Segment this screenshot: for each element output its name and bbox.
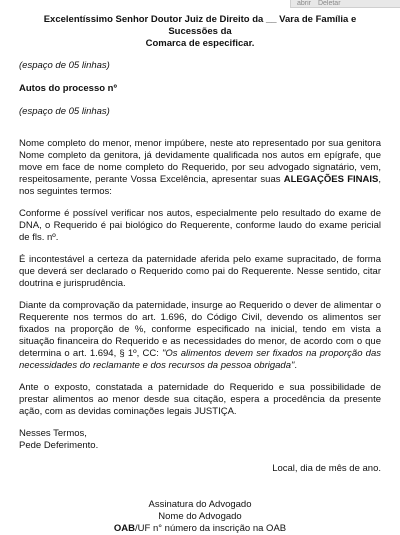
alegacoes-finais-label: ALEGAÇÕES FINAIS	[283, 174, 379, 185]
process-label: Autos do processo nº	[19, 83, 117, 94]
document-heading	[19, 14, 381, 50]
paragraph-alimony-text: Diante da comprovação da paternidade, insurge ao Requerido o dever de alimentar o Requerente nos termos do art. 1.696, do Código Civil, devendo os alimentos ser fixados na proporção de %, conforme especificado na inicial, tendo em vista a situação financeira do Requerido e as necessidades do menor, de acordo com o que determina o art. 1.694, § 1º, CC:	[19, 300, 381, 359]
paragraph-conclusion: Ante o exposto, constatada a paternidade do Requerido e sua possibilidade de prestar alimentos ao menor desde sua citação, espera a procedência da presente ação, com as devidas cominações legais JUSTIÇA.	[19, 382, 381, 417]
toolbar-strip	[290, 0, 400, 8]
paragraph-paternity: É incontestável a certeza da paternidade aferida pelo exame supracitado, de forma que deverá ser declarado o Requerido como pai do Requerente. Nesse sentido, citar doutrina e jurisprudência.	[19, 254, 381, 289]
closing-block	[19, 428, 381, 452]
paragraph-intro-text: Nome completo do menor, menor impúbere, neste ato representado por sua genitora Nome completo da genitora, já devidamente qualificada nos autos em epígrafe, que move em face de nome completo do Requerido, por seu advogado signatário, vem, respeitosamente, perante Vossa Excelência, apresentar suas	[19, 138, 381, 185]
closing-line-1: Nesses Termos,	[19, 428, 87, 439]
spacer-note-1: (espaço de 05 linhas)	[19, 60, 110, 71]
closing-line-2: Pede Deferimento.	[19, 440, 99, 451]
signature-line-2: Nome do Advogado	[158, 511, 242, 522]
spacer-note-2: (espaço de 05 linhas)	[19, 106, 110, 117]
document-body	[19, 14, 381, 535]
paragraph-alimony-end: .	[294, 360, 297, 371]
paragraph-dna: Conforme é possível verificar nos autos, especialmente pelo resultado do exame de DNA, o Requerido é pai biológico do Requerente, conforme laudo do exame pericial de fls. nº.	[19, 208, 381, 243]
signature-block	[19, 499, 381, 535]
heading-line-1: Excelentíssimo Senhor Doutor Juiz de Direito da __ Vara de Família e Sucessões da	[43, 14, 357, 37]
paragraph-intro-end: , nos seguintes termos:	[19, 174, 382, 197]
place-date: Local, dia de mês de ano.	[272, 463, 381, 474]
civil-code-quote: "Os alimentos devem ser fixados na proporção das necessidades do reclamante e dos recursos da pessoa obrigada"	[19, 348, 381, 371]
toolbar-item-delete[interactable]: Deletar	[317, 0, 341, 7]
signature-line-1: Assinatura do Advogado	[148, 499, 252, 510]
paragraph-alimony	[19, 300, 381, 372]
paragraph-intro	[19, 138, 381, 198]
oab-label: OAB	[113, 523, 135, 534]
oab-number-text: /UF n° número da inscrição na OAB	[135, 523, 287, 534]
heading-line-2: Comarca de especificar.	[145, 38, 255, 49]
toolbar-item-open[interactable]: abrir	[297, 0, 312, 7]
